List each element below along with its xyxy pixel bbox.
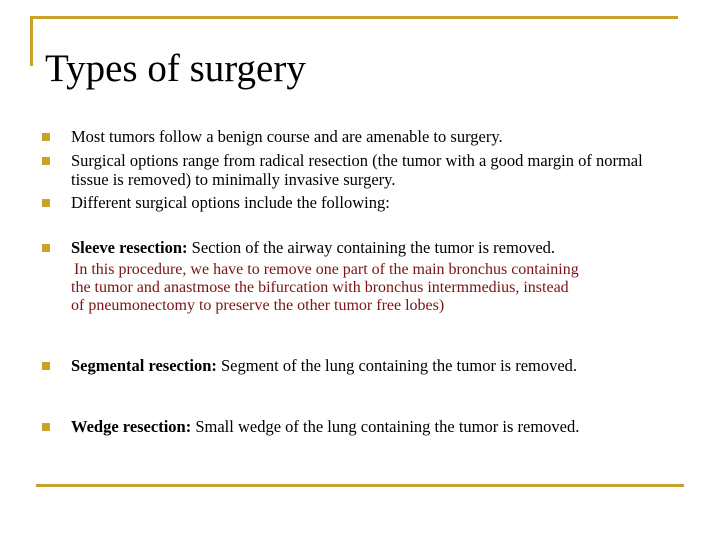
sleeve-resection-detail xyxy=(71,261,681,315)
wedge-resection-term: Wedge resection: xyxy=(71,417,192,436)
bullet-marker xyxy=(42,423,50,431)
bullet-marker xyxy=(42,157,50,165)
bullet-sleeve-resection xyxy=(71,238,681,257)
detail-line: of pneumonectomy to preserve the other tumor free lobes) xyxy=(71,297,445,314)
detail-line: In this procedure, we have to remove one part of the main bronchus containing xyxy=(74,261,579,278)
wedge-resection-desc: Small wedge of the lung containing the tumor is removed. xyxy=(191,417,580,436)
bullet-text-2: Surgical options range from radical resection (the tumor with a good margin of normal tissue is removed) to minimally invasive surgery. xyxy=(71,151,643,189)
bullet-text-3: Different surgical options include the following: xyxy=(71,193,390,212)
bullet-marker xyxy=(42,244,50,252)
bullet-text-1: Most tumors follow a benign course and are amenable to surgery. xyxy=(71,127,503,146)
bullet-marker xyxy=(42,133,50,141)
segmental-resection-term: Segmental resection: xyxy=(71,356,217,375)
slide-title: Types of surgery xyxy=(45,47,306,90)
bullet-segmental-resection xyxy=(71,356,681,375)
frame-left-line xyxy=(30,16,33,66)
bullet-marker xyxy=(42,199,50,207)
detail-line: the tumor and anastmose the bifurcation with bronchus intermmedius, instead xyxy=(71,279,569,296)
sleeve-resection-term: Sleeve resection: xyxy=(71,238,188,257)
bullet-marker xyxy=(42,362,50,370)
sleeve-resection-desc: Section of the airway containing the tumor is removed. xyxy=(187,238,556,257)
frame-bottom-line xyxy=(36,484,684,487)
segmental-resection-desc: Segment of the lung containing the tumor is removed. xyxy=(216,356,578,375)
bullet-wedge-resection xyxy=(71,417,681,436)
frame-top-line xyxy=(30,16,678,19)
